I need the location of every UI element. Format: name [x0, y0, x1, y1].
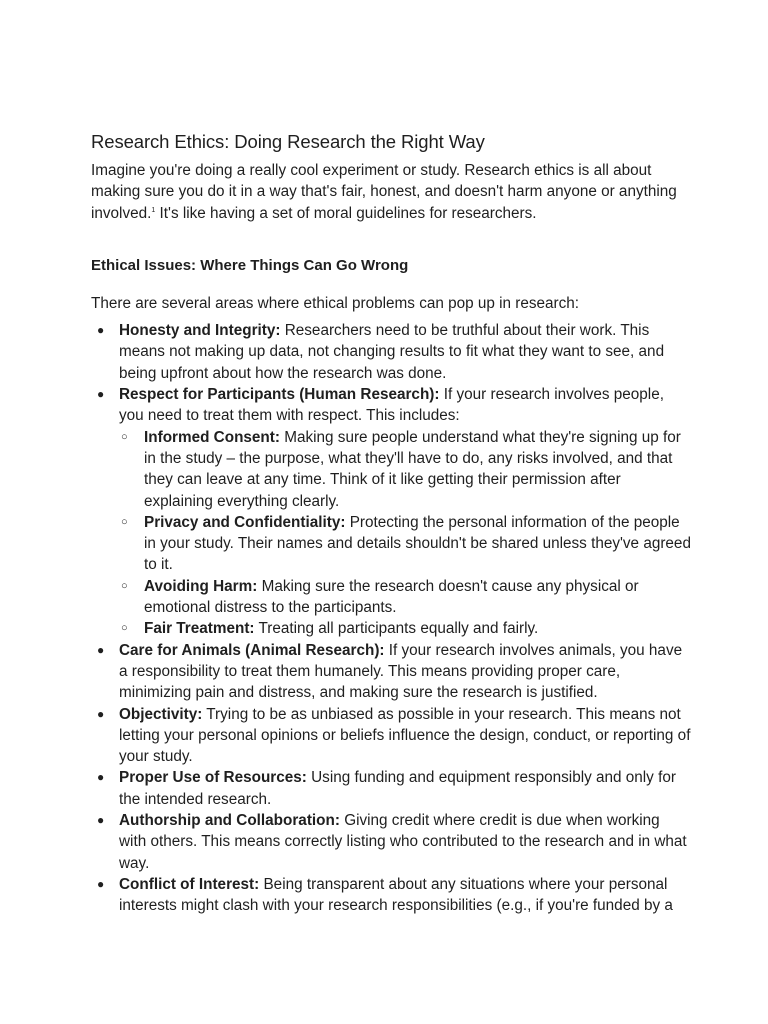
sub-item-text: Treating all participants equally and fairly. — [254, 620, 539, 638]
sub-item-text: Making sure the research doesn't cause any physical or emotional distress to the participants. — [144, 577, 639, 617]
ethics-issue-list — [91, 320, 691, 916]
bullet-icon: ● — [97, 387, 105, 402]
sub-item-term: Avoiding Harm: — [144, 577, 258, 595]
list-item-term: Objectivity: — [119, 705, 203, 723]
list-item-text: Using funding and equipment responsibly and only for the intended research. — [119, 769, 676, 808]
intro-text-end: It's like having a set of moral guidelines for researchers. — [155, 204, 537, 222]
list-item-authorship — [91, 810, 691, 874]
sub-item-term: Fair Treatment: — [144, 620, 255, 638]
bullet-icon: ● — [97, 642, 105, 657]
hollow-bullet-icon: ○ — [121, 579, 128, 592]
intro-text: Imagine you're doing a really cool experiment or study. Research ethics is all about making sure you do it in a way that's fair, honest, and doesn't harm anyone or anything involved. — [91, 162, 677, 222]
document-page — [91, 128, 691, 917]
sub-item-term: Privacy and Confidentiality: — [144, 513, 346, 531]
hollow-bullet-icon: ○ — [121, 515, 128, 528]
sub-item-fair-treatment — [119, 618, 691, 639]
hollow-bullet-icon: ○ — [121, 622, 128, 635]
section-heading: Ethical Issues: Where Things Can Go Wrong — [91, 256, 409, 274]
list-item-term: Proper Use of Resources: — [119, 769, 307, 787]
bullet-icon: ● — [97, 813, 105, 828]
section-lead: There are several areas where ethical problems can pop up in research: — [91, 294, 580, 312]
list-item-term: Honesty and Integrity: — [119, 322, 281, 340]
bullet-icon: ● — [97, 706, 105, 721]
list-item-term: Care for Animals (Animal Research): — [119, 641, 385, 659]
page-title: Research Ethics: Doing Research the Right Way — [91, 131, 485, 152]
sub-item-term: Informed Consent: — [144, 428, 280, 446]
list-item-text: Researchers need to be truthful about their work. This means not making up data, not changing results to fit what they want to see, and being upfront about how the research was done. — [119, 322, 665, 382]
sub-item-informed-consent — [119, 427, 691, 512]
list-item-honesty — [91, 320, 691, 384]
list-item-text: If your research involves animals, you have a responsibility to treat them humanely. This means providing proper care, minimizing pain and distress, and making sure the research is justified. — [119, 641, 683, 702]
list-item-term: Authorship and Collaboration: — [119, 812, 340, 830]
list-item-text: Trying to be as unbiased as possible in your research. This means not letting your personal opinions or beliefs influence the design, conduct, or reporting of your study. — [119, 705, 691, 766]
hollow-bullet-icon: ○ — [121, 430, 128, 443]
list-item-text: If your research involves people, you need to treat them with respect. This includes: — [119, 386, 664, 425]
list-item-respect — [91, 384, 691, 640]
list-item-term: Respect for Participants (Human Research): — [119, 386, 440, 404]
list-item-text: Being transparent about any situations where your personal interests might clash with your research responsibilities (e.g., if you're funded by a — [119, 875, 673, 915]
list-item-resources — [91, 767, 691, 810]
list-item-objectivity — [91, 704, 691, 768]
bullet-icon: ● — [97, 770, 105, 785]
sub-item-text: Protecting the personal information of the people in your study. Their names and details shouldn't be shared unless they've agreed to it. — [144, 513, 691, 574]
bullet-icon: ● — [97, 876, 105, 891]
participant-sub-list — [119, 427, 691, 640]
intro-paragraph — [91, 160, 691, 224]
sub-item-privacy — [119, 512, 691, 576]
sub-item-text: Making sure people understand what they're signing up for in the study – the purpose, what they'll have to do, any risks involved, and that they can leave at any time. Think of it like getting their permission after explaining everything clearly. — [144, 428, 681, 510]
list-item-term: Conflict of Interest: — [119, 875, 260, 893]
list-item-text: Giving credit where credit is due when working with others. This means correctly listing who contributed to the research and in what way. — [119, 812, 687, 872]
footnote-marker[interactable]: 1 — [151, 206, 156, 214]
list-item-conflict — [91, 874, 691, 917]
sub-item-avoiding-harm — [119, 576, 691, 619]
bullet-icon: ● — [97, 323, 105, 338]
list-item-animals — [91, 640, 691, 704]
